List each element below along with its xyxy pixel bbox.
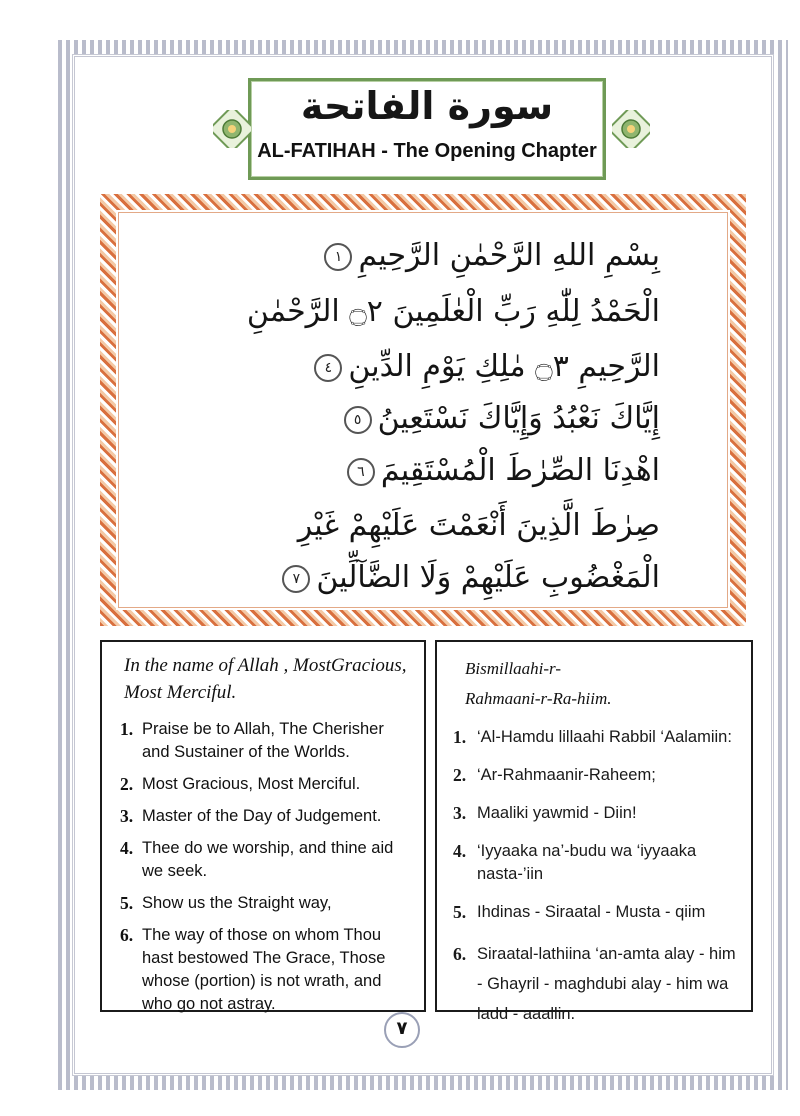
- list-item: 6. Siraatal-lathiina ‘an-amta alay - him - Ghayril - maghdubi alay - him wa ladd - aaallin.: [453, 944, 736, 1023]
- verse-line: الرَّحِيمِ ۝٣ مٰلِكِ يَوْمِ الدِّينِ٤: [140, 349, 660, 384]
- translation-box: [100, 640, 426, 1012]
- verse-line: اهْدِنَا الصِّرٰطَ الْمُسْتَقِيمَ٦: [140, 453, 660, 488]
- ayah-number: ٦: [347, 458, 375, 486]
- list-item: 6. The way of those on whom Thou hast bestowed The Grace, Those whose (portion) is not wrath, and who go not astray.: [120, 925, 386, 1013]
- translation-intro: In the name of Allah , MostGracious, Most Merciful.: [124, 655, 407, 703]
- ayah-number: ٤: [314, 354, 342, 382]
- surah-title-english: AL-FATIHAH - The Opening Chapter: [257, 140, 597, 162]
- list-item: 1. ‘Al-Hamdu lillaahi Rabbil ‘Aalamiin:: [453, 727, 732, 747]
- list-item: 5. Show us the Straight way,: [120, 893, 332, 913]
- ayah-number: ٧: [282, 565, 310, 593]
- ayah-number: ١: [324, 243, 352, 271]
- verse-line: صِرٰطَ الَّذِينَ أَنْعَمْتَ عَلَيْهِمْ غَيْرِ: [297, 508, 660, 543]
- surah-title-arabic: سورة الفاتحة: [300, 84, 554, 128]
- page-number: ٧: [384, 1012, 420, 1048]
- verse-line: إِيَّاكَ نَعْبُدُ وَإِيَّاكَ نَسْتَعِينُ٥: [140, 401, 660, 436]
- list-item: 4. ‘Iyyaaka na’-budu wa ‘iyyaaka nasta-’iin: [453, 841, 697, 883]
- floral-ornament-right-icon: [612, 110, 650, 148]
- floral-ornament-left-icon: [213, 110, 251, 148]
- ayah-number: ٥: [344, 406, 372, 434]
- verse-line: الْحَمْدُ لِلّٰهِ رَبِّ الْعٰلَمِينَ ۝٢ الرَّحْمٰنِ: [246, 294, 660, 329]
- list-item: 2. ‘Ar-Rahmaanir-Raheem;: [453, 765, 656, 785]
- transliteration-box: [435, 640, 753, 1023]
- list-item: 3. Master of the Day of Judgement.: [120, 806, 382, 826]
- list-item: 2. Most Gracious, Most Merciful.: [120, 774, 361, 794]
- list-item: 4. Thee do we worship, and thine aid we seek.: [120, 838, 394, 880]
- list-item: 3. Maaliki yawmid - Diin!: [453, 803, 637, 823]
- verse-line: الْمَغْضُوبِ عَلَيْهِمْ وَلَا الضَّآلِّينَ٧: [140, 560, 660, 595]
- list-item: 5. Ihdinas - Siraatal - Musta - qiim: [453, 902, 706, 922]
- list-item: 1. Praise be to Allah, The Cherisher and Sustainer of the Worlds.: [120, 719, 384, 761]
- verse-line: بِسْمِ اللهِ الرَّحْمٰنِ الرَّحِيمِ١: [140, 238, 660, 273]
- transliteration-intro: Bismillaahi-r-Rahmaani-r-Ra-hiim.: [465, 659, 612, 708]
